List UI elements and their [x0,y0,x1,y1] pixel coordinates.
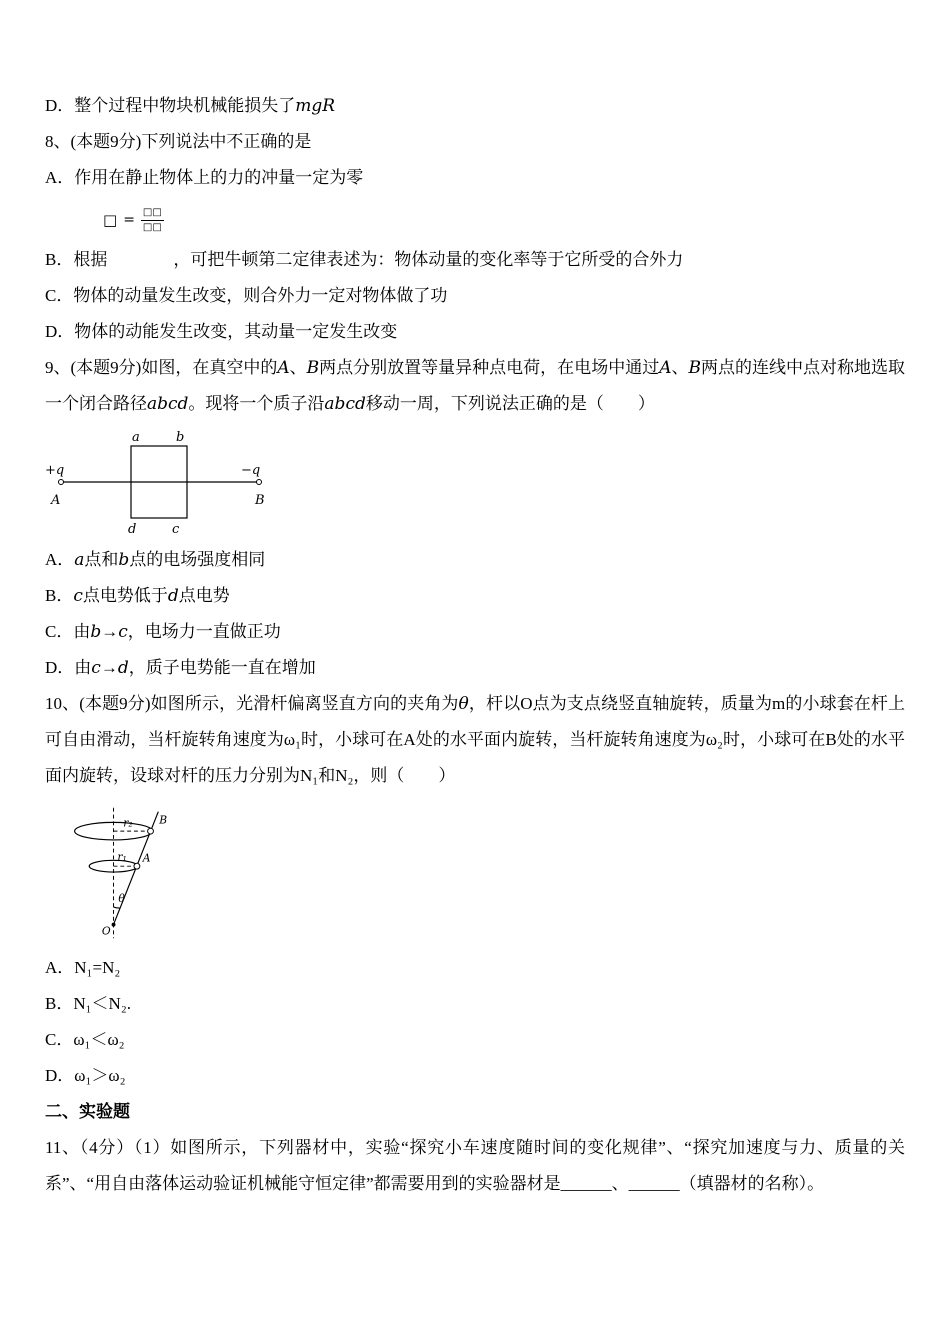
option-9b: B．c点电势低于d点电势 [45,586,230,606]
option-8b-post: ，可把牛顿第二定律表述为：物体动量的变化率等于它所受的合外力 [173,250,684,269]
formula-lhs-box: □ [103,210,118,229]
charge-right-dot [257,480,262,485]
figure-q9-dipole-path [45,428,905,538]
ball-at-B [148,828,154,834]
label-corner-a: a [132,430,140,445]
option-10d: D．ω₁＞ω₂ [45,1066,126,1085]
question-8-stem: 8、(本题9分)下列说法中不正确的是 [45,132,312,151]
formula-fraction [141,208,164,233]
option-9d: D．由c→d，质子电势能一直在增加 [45,658,316,678]
label-theta: θ [118,892,125,906]
label-r2: r₂ [123,816,133,830]
formula-denominator: □□ [142,221,162,233]
question-9-stem: 9、(本题9分)如图，在真空中的A、B两点分别放置等量异种点电荷，在电场中通过A、B两点的连线中点对称地选取一个闭合路径abcd。现将一个质子沿abcd移动一周，下列说法正确的是（ ） [45,358,906,414]
label-corner-c: c [172,522,180,537]
label-B: B [159,813,168,827]
option-10b: B．N₁＜N₂. [45,994,131,1013]
option-7d: D．整个过程中物块机械能损失了mgR [45,96,336,116]
option-9a: A．a点和b点的电场强度相同 [45,550,266,570]
angle-arc [114,907,121,908]
option-10c: C．ω₁＜ω₂ [45,1030,125,1049]
ball-at-A [134,863,140,869]
q8-broken-formula [103,200,905,240]
charge-left-dot [59,480,64,485]
pivot-dot [112,923,116,927]
section-2-heading: 二、实验题 [45,1102,130,1121]
label-minus-q: −q [241,463,261,478]
option-8b [45,242,905,278]
option-8b-pre: B．根据 [45,250,108,269]
formula-numerator: □□ [141,208,164,221]
question-10-stem: 10、(本题9分)如图所示，光滑杆偏离竖直方向的夹角为θ，杆以O点为支点绕竖直轴旋转，质量为m的小球套在杆上可自由滑动，当杆旋转角速度为ω₁时，小球可在A处的水平面内旋转，当杆旋转角速度为ω₂时，小球可在B处的水平面内旋转，设球对杆的压力分别为N₁和N₂，则（ ） [45,694,906,785]
label-corner-b: b [176,430,185,445]
formula-equals: = [123,212,135,228]
option-8d: D．物体的动能发生改变，其动量一定发生改变 [45,322,398,341]
q9-figure-svg [45,428,277,538]
label-A: A [142,851,151,865]
label-plus-q: +q [45,463,65,478]
label-corner-d: d [128,522,137,537]
option-9c: C．由b→c，电场力一直做正功 [45,622,281,642]
label-point-B: B [255,493,265,508]
option-10a: A．N₁=N₂ [45,958,121,977]
option-8a: A．作用在静止物体上的力的冲量一定为零 [45,168,364,187]
label-r1: r₁ [117,850,127,864]
figure-q10-rotating-rod [45,800,905,946]
q10-figure-svg [45,800,221,946]
label-point-A: A [51,493,61,508]
question-11-text: 11、（4分）（1）如图所示，下列器材中，实验“探究小车速度随时间的变化规律”、“探究加速度与力、质量的关系”、“用自由落体运动验证机械能守恒定律”都需要用到的实验器材是______、______（填器材的名称）。 [45,1138,905,1193]
label-O: O [101,924,111,938]
option-8c: C．物体的动量发生改变，则合外力一定对物体做了功 [45,286,448,305]
